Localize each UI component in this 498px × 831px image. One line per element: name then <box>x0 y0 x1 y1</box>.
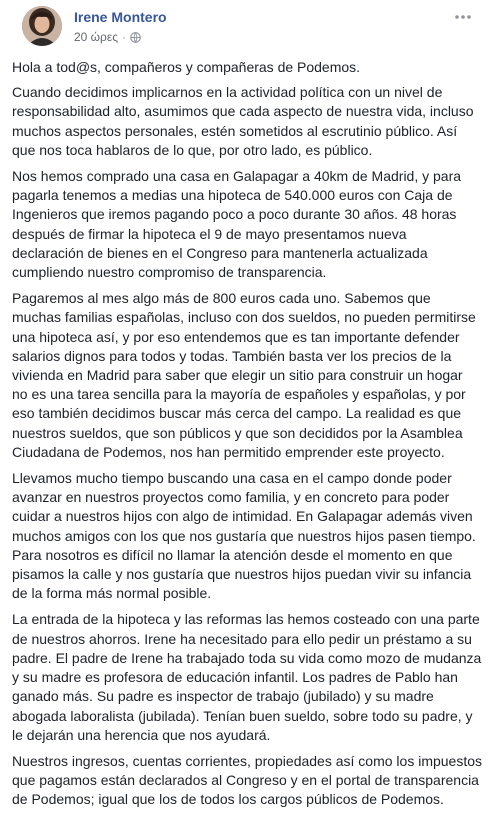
avatar[interactable] <box>22 6 62 46</box>
post-body <box>12 58 486 810</box>
post-paragraph: Llevamos mucho tiempo buscando una casa en el campo donde poder avanzar en nuestros proyectos como familia, y en concreto para poder cuidar a nuestros hijos con algo de intimidad. En Galapagar además viven muchos amigos con los que nos gustaría que nuestros hijos pasen tiempo. Para nosotros es difícil no llamar la atención desde el momento en que pisamos la calle y nos gustaría que nuestros hijos puedan vivir su infancia de la forma más normal posible. <box>12 470 476 602</box>
meta-separator: · <box>122 30 127 44</box>
post-meta <box>74 30 141 44</box>
author-name-link[interactable]: Irene Montero <box>74 9 167 25</box>
post-paragraph: La entrada de la hipoteca y las reformas las hemos costeado con una parte de nuestros ahorros. Irene ha necesitado para ello pedir un préstamo a su padre. El padre de Irene ha trabajado toda su vida como mozo de mudanza y su madre es profesora de educación infantil. Los padres de Pablo han ganado más. Su padre es inspector de trabajo (jubilado) y su madre abogada laboralista (jubilada). Tenían buen sueldo, sobre todo su padre, y le dejarán una herencia que nos ayudará. <box>12 611 482 743</box>
timestamp-link[interactable]: 20 ώρες <box>74 30 119 44</box>
post-paragraph: Pagaremos al mes algo más de 800 euros cada uno. Sabemos que muchas familias españolas, incluso con dos sueldos, no pueden permitirse una hipoteca así, y por eso entendemos que es tan importante defender salarios dignos para todos y todas. También basta ver los precios de la vivienda en Madrid para saber que elegir un sitio para construir un hogar no es una tarea sencilla para la mayoría de españoles y españolas, y por eso también decidimos buscar más cerca del campo. La realidad es que nuestros sueldos, que son públicos y que son decididos por la Asamblea Ciudadana de Podemos, nos han permitido emprender este proyecto. <box>12 290 476 460</box>
post-paragraph: Hola a tod@s, compañeros y compañeras de Podemos. <box>12 59 361 75</box>
post-header <box>12 0 486 58</box>
post-paragraph: Nos hemos comprado una casa en Galapagar a 40km de Madrid, y para pagarla tenemos a medias una hipoteca de 540.000 euros con Caja de Ingenieros que iremos pagando poco a poco durante 30 años. 48 horas después de firmar la hipoteca el 9 de mayo presentamos nueva declaración de bienes en el Congreso para mantenerla actualizada cumpliendo nuestro compromiso de transparencia. <box>12 168 462 281</box>
post-paragraph: Cuando decidimos implicarnos en la actividad política con un nivel de responsabilidad alto, asumimos que cada aspecto de nuestra vida, incluso muchos aspectos personales, estén sometidos al escrutinio público. Así que nos toca hablaros de lo que, por otro lado, es público. <box>12 84 474 158</box>
ellipsis-icon[interactable] <box>452 10 474 24</box>
post-paragraph: Nuestros ingresos, cuentas corrientes, propiedades así como los impuestos que pagamos están declarados al Congreso y en el portal de transparencia de Podemos; igual que los de todos los cargos públicos de Podemos. <box>12 752 483 808</box>
globe-icon[interactable] <box>130 32 141 43</box>
